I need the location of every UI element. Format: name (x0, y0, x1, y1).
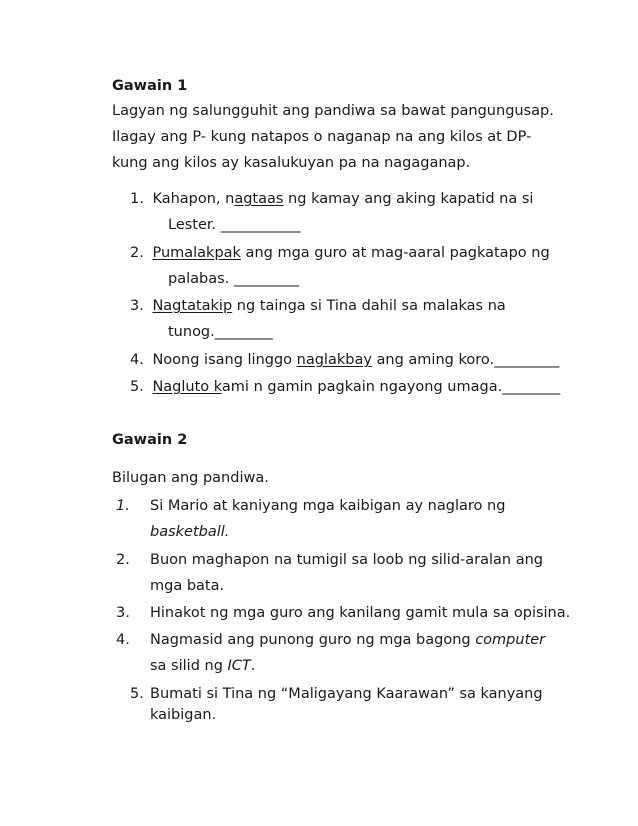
item-number: 4. (116, 632, 130, 648)
item-continuation: Lester. ___________ (168, 217, 301, 233)
text-segment: Nagmasid ang punong guro ng mga bagong (150, 632, 476, 648)
underlined-verb: Nagtatakip (152, 298, 233, 314)
item-number: 1. (130, 191, 144, 207)
underlined-verb: naglakbay (296, 352, 372, 368)
text-segment: sa silid ng (150, 658, 228, 674)
gawain-2-item-text (150, 630, 545, 650)
underlined-verb: Nagluto k (152, 379, 222, 395)
gawain-2-item-text: Buon maghapon na tumigil sa loob ng silid-aralan ang (150, 552, 543, 568)
item-number: 5. (130, 379, 144, 395)
gawain-2-title: Gawain 2 (112, 432, 188, 448)
gawain-2-instruction: Bilugan ang pandiwa. (112, 470, 269, 486)
gawain-2-item-text: Si Mario at kaniyang mga kaibigan ay naglaro ng (150, 498, 506, 514)
item-number: 2. (116, 552, 130, 568)
item-text-pre: Noong isang linggo (152, 352, 297, 368)
gawain-1-item (130, 189, 533, 209)
underlined-verb: agtaas (234, 191, 284, 207)
item-number: 4. (130, 352, 144, 368)
italic-term: ICT (227, 658, 251, 674)
gawain-2-item-text: mga bata. (150, 578, 225, 594)
gawain-2-item-text: basketball. (150, 524, 230, 540)
gawain-1-instruction-line: kung ang kilos ay kasalukuyan pa na nagaganap. (112, 155, 471, 171)
item-number: 1. (116, 498, 130, 514)
gawain-2-item-text: Bumati si Tina ng “Maligayang Kaarawan” sa kanyang (150, 686, 543, 702)
gawain-1-item (130, 243, 550, 263)
item-number: 5. (130, 686, 144, 702)
item-text-pre: Kahapon, n (152, 191, 235, 207)
gawain-1-instruction-line: Ilagay ang P- kung natapos o naganap na ang kilos at DP- (112, 129, 532, 145)
item-text-post: ang aming koro._________ (371, 352, 560, 368)
italic-term: computer (475, 632, 546, 648)
item-text-post: ami n gamin pagkain ngayong umaga.________ (221, 379, 561, 395)
gawain-1-title: Gawain 1 (112, 78, 188, 94)
gawain-2-item-text: Hinakot ng mga guro ang kanilang gamit mula sa opisina. (150, 605, 571, 621)
gawain-1-item (130, 296, 506, 316)
underlined-verb: Pumalakpak (152, 245, 241, 261)
gawain-1-instruction-line: Lagyan ng salungguhit ang pandiwa sa bawat pangungusap. (112, 103, 554, 119)
item-continuation: palabas. _________ (168, 271, 300, 287)
gawain-2-item-text (150, 656, 255, 676)
item-number: 3. (116, 605, 130, 621)
item-text-post: ng kamay ang aking kapatid na si (283, 191, 534, 207)
text-segment: . (250, 658, 256, 674)
gawain-2-item-text: kaibigan. (150, 707, 217, 723)
item-number: 3. (130, 298, 144, 314)
item-number: 2. (130, 245, 144, 261)
item-text-post: ng tainga si Tina dahil sa malakas na (232, 298, 506, 314)
gawain-1-item (130, 377, 560, 397)
item-continuation: tunog.________ (168, 324, 273, 340)
item-text-post: ang mga guro at mag-aaral pagkatapo ng (240, 245, 550, 261)
gawain-1-item (130, 350, 559, 370)
